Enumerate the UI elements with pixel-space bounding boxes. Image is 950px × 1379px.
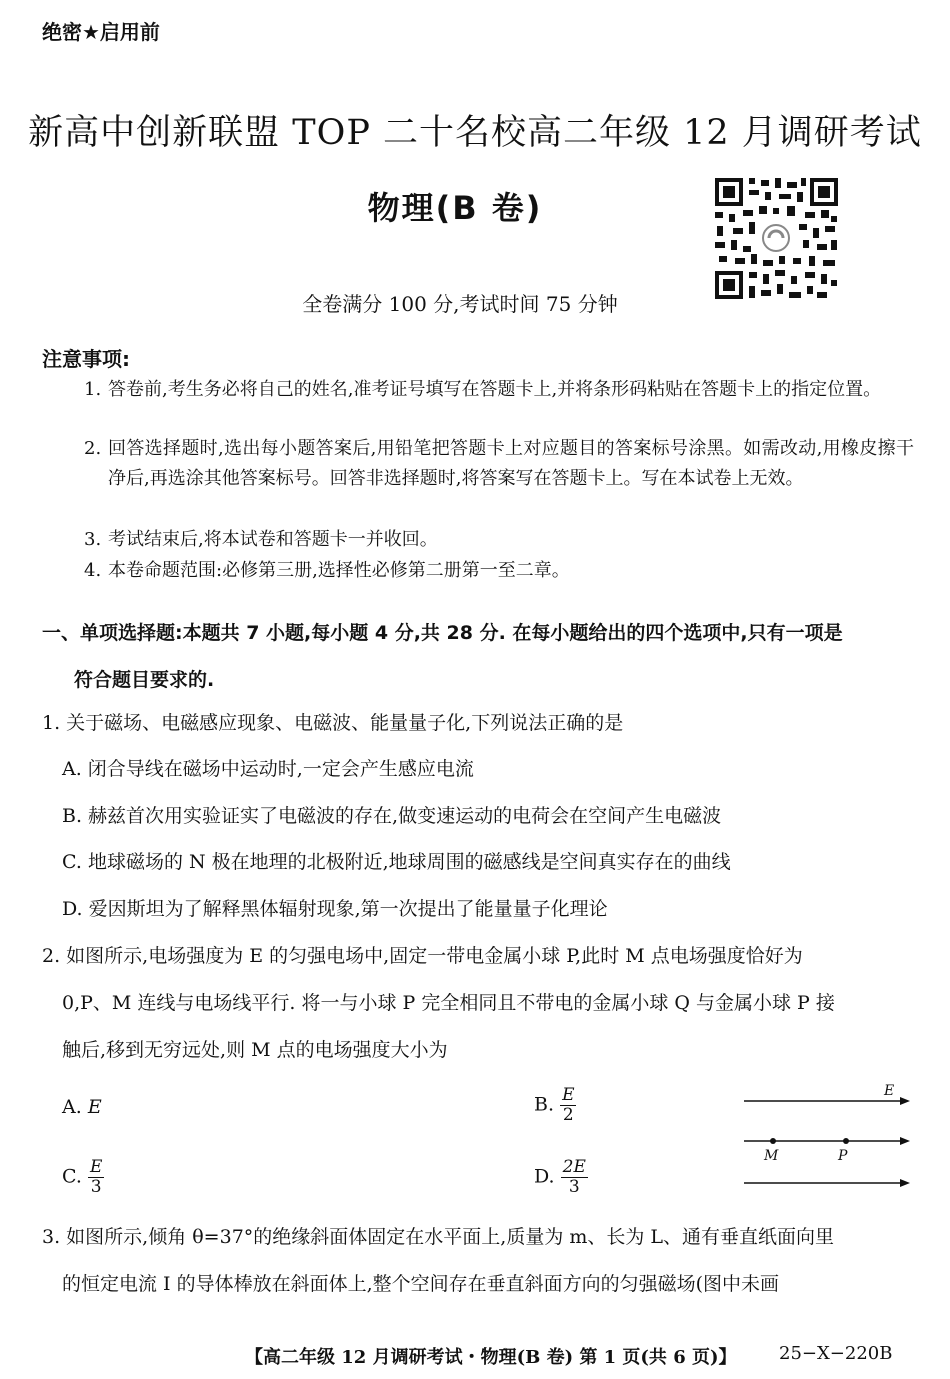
option-label: A. — [62, 1096, 82, 1118]
question-1-option-a: A. 闭合导线在磁场中运动时,一定会产生感应电流 — [62, 758, 474, 780]
notice-item-text: 本卷命题范围:必修第三册,选择性必修第二册第一至二章。 — [108, 560, 570, 581]
denominator: 3 — [90, 1177, 102, 1197]
question-1-option-c: C. 地球磁场的 N 极在地理的北极附近,地球周围的磁感线是空间真实存在的曲线 — [62, 851, 731, 873]
question-2-option-d — [534, 1158, 588, 1197]
option-value: E — [87, 1096, 102, 1118]
notice-item-text: 考试结束后,将本试卷和答题卡一并收回。 — [108, 529, 438, 550]
notice-item-number: 4. — [84, 560, 102, 581]
footer-page-info: 【高二年级 12 月调研考试・物理(B 卷) 第 1 页(共 6 页)】 — [245, 1347, 737, 1368]
fraction — [561, 1158, 588, 1197]
point-m-label: M — [764, 1148, 779, 1164]
point-m-dot — [770, 1138, 776, 1144]
electric-field-figure — [740, 1080, 915, 1195]
notice-item — [84, 434, 914, 494]
arrowhead-icon — [900, 1137, 910, 1145]
fraction — [560, 1086, 576, 1125]
field-label-e: E — [884, 1083, 895, 1099]
point-p-label: P — [838, 1148, 848, 1164]
footer-paper-code: 25−X−220B — [779, 1343, 893, 1364]
option-label: D. — [534, 1165, 555, 1188]
arrowhead-icon — [900, 1097, 910, 1105]
fraction — [88, 1158, 104, 1197]
option-label: B. — [534, 1093, 555, 1116]
notice-item-text: 答卷前,考生务必将自己的姓名,准考证号填写在答题卡上,并将条形码粘贴在答题卡上的指定位置。 — [108, 379, 882, 400]
notice-item-number: 3. — [84, 529, 102, 550]
question-1-stem: 1. 关于磁场、电磁感应现象、电磁波、能量量子化,下列说法正确的是 — [42, 712, 624, 734]
subject-title: 物理(B 卷) — [367, 189, 543, 227]
question-1-option-d: D. 爱因斯坦为了解释黑体辐射现象,第一次提出了能量量子化理论 — [62, 898, 608, 920]
notice-item — [84, 556, 914, 586]
question-3-line-1: 3. 如图所示,倾角 θ=37°的绝缘斜面体固定在水平面上,质量为 m、长为 L、通有垂直纸面向里 — [42, 1226, 835, 1248]
question-3-line-2: 的恒定电流 I 的导体棒放在斜面体上,整个空间存在垂直斜面方向的匀强磁场(图中未画 — [62, 1273, 780, 1295]
denominator: 2 — [562, 1105, 574, 1125]
option-label: C. — [62, 1165, 82, 1188]
question-1-option-b: B. 赫兹首次用实验证实了电磁波的存在,做变速运动的电荷会在空间产生电磁波 — [62, 805, 722, 827]
question-2-option-c — [62, 1158, 104, 1197]
qr-code-image — [713, 176, 840, 301]
numerator: E — [89, 1157, 103, 1177]
notice-item-number: 1. — [84, 379, 102, 400]
exam-title: 新高中创新联盟 TOP 二十名校高二年级 12 月调研考试 — [28, 113, 922, 153]
notice-item — [84, 525, 914, 555]
question-2-line-2: 0,P、M 连线与电场线平行. 将一与小球 P 完全相同且不带电的金属小球 Q 与金属小球 P 接 — [62, 992, 835, 1014]
point-p-dot — [843, 1138, 849, 1144]
notice-item — [84, 375, 914, 405]
section-heading-continued: 符合题目要求的. — [74, 669, 215, 691]
full-score-note: 全卷满分 100 分,考试时间 75 分钟 — [302, 292, 618, 316]
numerator: 2E — [562, 1157, 586, 1177]
numerator: E — [562, 1085, 575, 1105]
question-2-option-b — [534, 1086, 576, 1125]
notice-item-number: 2. — [84, 438, 102, 459]
denominator: 3 — [568, 1177, 580, 1197]
question-2-line-3: 触后,移到无穷远处,则 M 点的电场强度大小为 — [62, 1039, 448, 1061]
question-2-option-a — [62, 1096, 102, 1118]
notice-title: 注意事项: — [42, 347, 130, 371]
arrowhead-icon — [900, 1179, 910, 1187]
section-heading: 一、单项选择题:本题共 7 小题,每小题 4 分,共 28 分. 在每小题给出的四个选项中,只有一项是 — [42, 622, 843, 644]
confidential-label: 绝密★启用前 — [42, 20, 160, 44]
notice-item-text: 回答选择题时,选出每小题答案后,用铅笔把答题卡上对应题目的答案标号涂黑。如需改动,用橡皮擦干净后,再选涂其他答案标号。回答非选择题时,将答案写在答题卡上。写在本试卷上无效。 — [108, 438, 914, 489]
question-2-line-1: 2. 如图所示,电场强度为 E 的匀强电场中,固定一带电金属小球 P,此时 M 点电场强度恰好为 — [42, 945, 803, 967]
